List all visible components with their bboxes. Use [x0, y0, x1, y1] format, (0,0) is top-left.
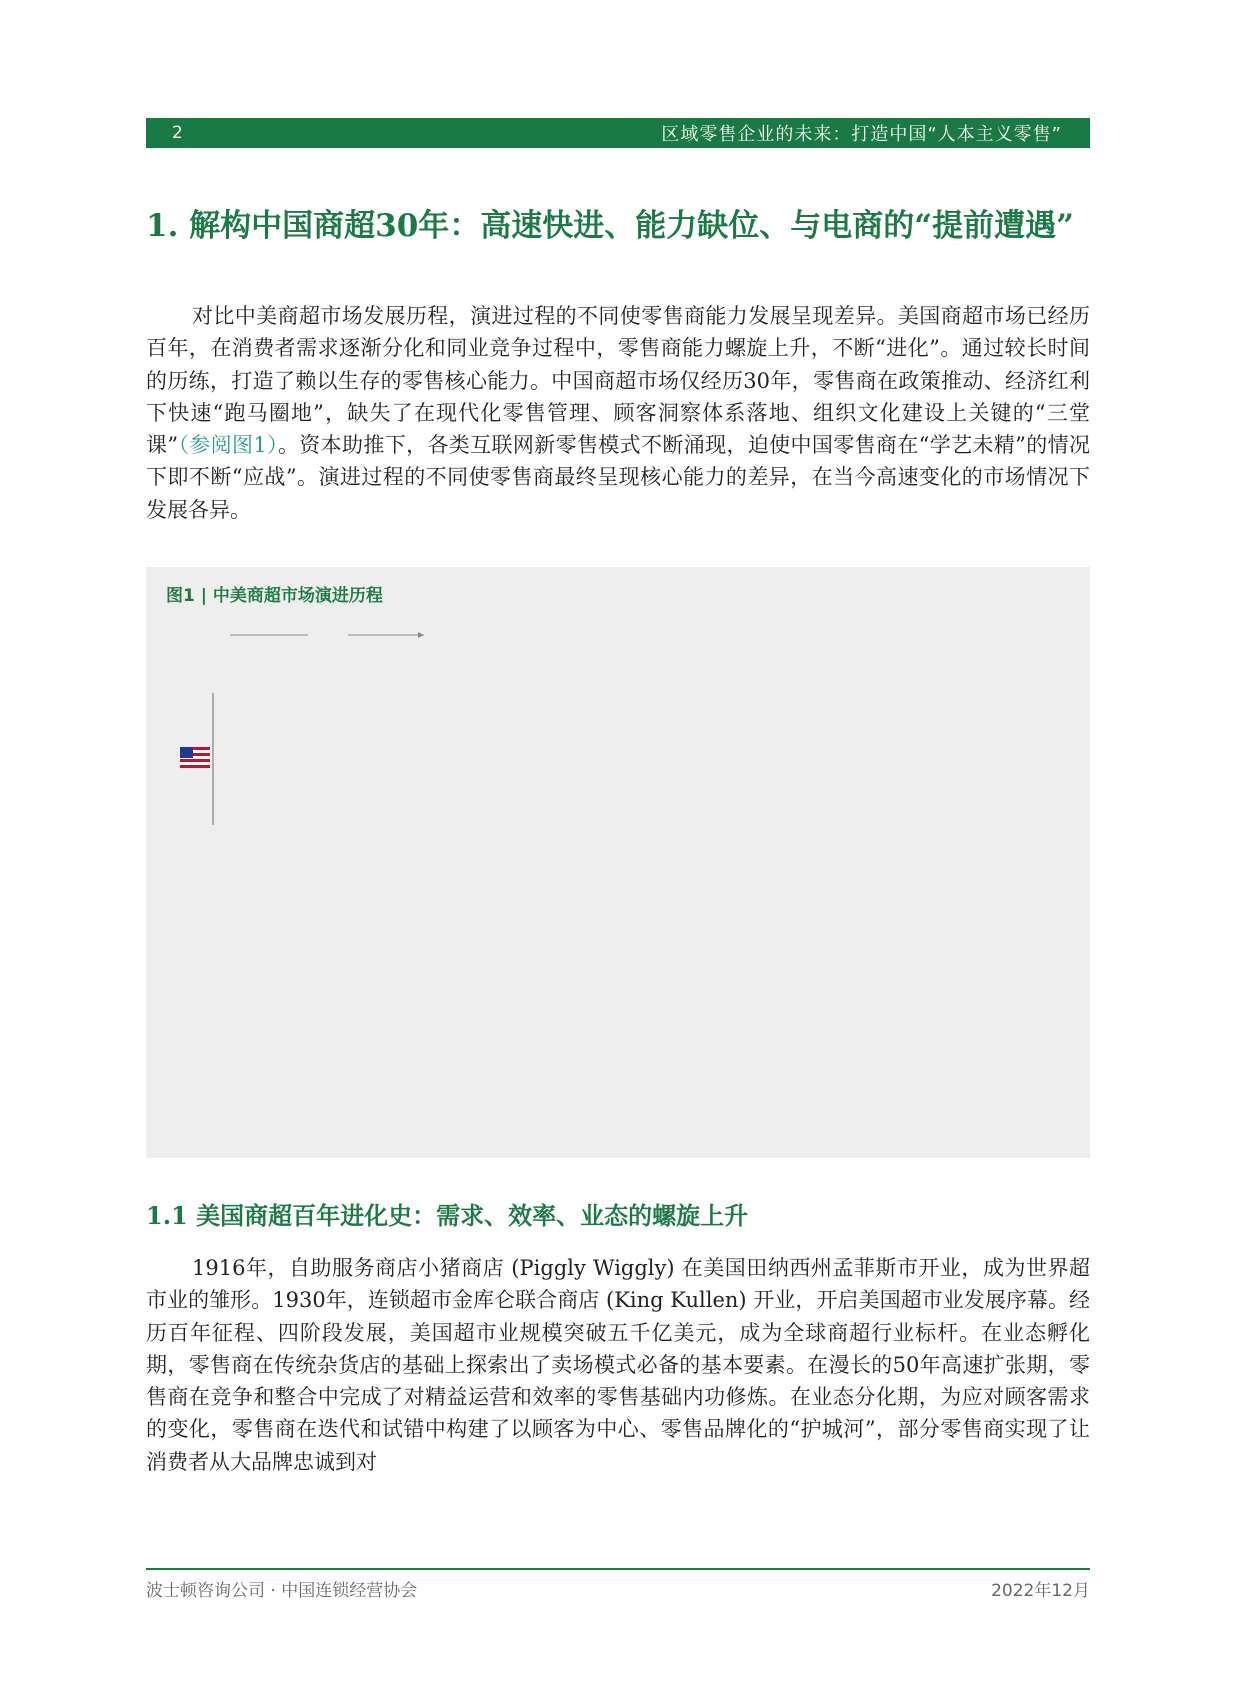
intro-paragraph [146, 300, 1090, 526]
page-number: 2 [172, 123, 183, 143]
header-title: 区域零售企业的未来：打造中国“人本主义零售” [661, 124, 1062, 145]
subsection-title: 1.1 美国商超百年进化史：需求、效率、业态的螺旋上升 [146, 1201, 749, 1230]
footer-publisher: 波士顿咨询公司 · 中国连锁经营协会 [146, 1581, 418, 1601]
figure-title: 图1 | 中美商超市场演进历程 [166, 586, 383, 606]
figure-1 [146, 567, 1090, 1158]
page-header [146, 118, 1090, 148]
footer-date: 2022年12月 [991, 1581, 1090, 1601]
intro-text-2: 。资本助推下，各类互联网新零售模式不断涌现，迫使中国零售商在“学艺未精”的情况下即不断“应战”。演进过程的不同使零售商最终呈现核心能力的差异，在当今高速变化的市场情况下发展各异。 [146, 433, 1090, 522]
figure-reference-link[interactable]: （参阅图1） [178, 433, 278, 458]
timeline-diagram [146, 567, 1090, 1158]
us-flag [180, 747, 210, 768]
intro-text-1: 对比中美商超市场发展历程，演进过程的不同使零售商能力发展呈现差异。美国商超市场已经历百年，在消费者需求逐渐分化和同业竞争过程中，零售商能力螺旋上升，不断“进化”。通过较长时间的历练，打造了赖以生存的零售核心能力。中国商超市场仅经历30年，零售商在政策推动、经济红利下快速“跑马圈地”，缺失了在现代化零售管理、顾客洞察体系落地、组织文化建设上关键的“三堂课” [146, 304, 1090, 458]
footer-rule [146, 1568, 1090, 1570]
section-title: 1. 解构中国商超30年：高速快进、能力缺位、与电商的“提前遭遇” [146, 208, 1074, 244]
duration-arrowhead [418, 632, 424, 638]
body-paragraph: 1916年，自助服务商店小猪商店 (Piggly Wiggly) 在美国田纳西州孟菲斯市开业，成为世界超市业的雏形。1930年，连锁超市金库仑联合商店 (King Kullen) 开业，开启美国超市业发展序幕。经历百年征程、四阶段发展，美国超市业规模突破五千亿美元，成为全球商超行业标杆。在业态孵化期，零售商在传统杂货店的基础上探索出了卖场模式必备的基本要素。在漫长的50年高速扩张期，零售商在竞争和整合中完成了对精益运营和效率的零售基础内功修炼。在业态分化期，为应对顾客需求的变化，零售商在迭代和试错中构建了以顾客为中心、零售品牌化的“护城河”，部分零售商实现了让消费者从大品牌忠诚到对 [146, 1256, 1090, 1474]
